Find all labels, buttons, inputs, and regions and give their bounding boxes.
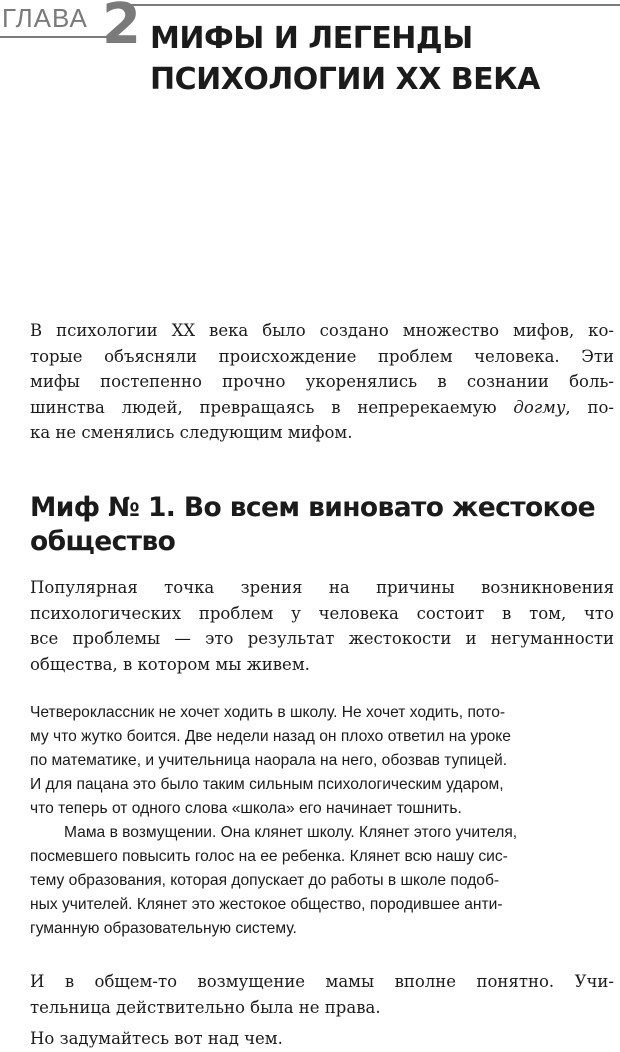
closing-line: тельница действительно была не права.	[30, 997, 381, 1017]
intro-text: , по-	[565, 397, 615, 417]
chapter-header	[0, 0, 620, 110]
section-heading	[30, 491, 614, 559]
intro-line: ка не сменялись следующим мифом.	[30, 423, 353, 442]
chapter-title-line-2: ПСИХОЛОГИИ ХХ ВЕКА	[150, 62, 540, 97]
closing-line: Но задумайтесь вот над чем.	[30, 1029, 283, 1048]
chapter-number: 2	[102, 0, 141, 57]
section-paragraph	[30, 575, 614, 677]
example-block	[30, 701, 614, 941]
example-line: ных учителей. Клянет это жестокое общество, породившее анти-	[30, 896, 503, 913]
intro-line	[30, 395, 614, 421]
paragraph-line: Популярная точка зрения на причины возникновения	[30, 578, 614, 597]
example-line: гуманную образовательную систему.	[30, 920, 297, 937]
chapter-title	[150, 18, 540, 100]
intro-line: торые объясняли происхождение проблем человека. Эти	[30, 346, 614, 366]
header-rule-top	[112, 4, 620, 6]
example-line: Четвероклассник не хочет ходить в школу. Не хочет ходить, пото-	[30, 704, 506, 721]
intro-paragraph	[30, 318, 614, 446]
chapter-label: ГЛАВА	[2, 3, 88, 33]
section-heading-line: общество	[30, 526, 176, 557]
example-line: по математике, и учительница наорала на него, обозвав тупицей.	[30, 752, 508, 769]
intro-text: шинства людей, превращаясь в непререкаемую	[30, 397, 514, 417]
example-line: му что жутко боится. Две недели назад он плохо ответил на уроке	[30, 728, 511, 745]
example-line: что теперь от одного слова «школа» его начинает тошнить.	[30, 800, 462, 817]
example-line: Мама в возмущении. Она клянет школу. Клянет этого учителя,	[64, 824, 518, 841]
example-line: посмевшего повысить голос на ее ребенка. Клянет всю нашу сис-	[30, 848, 508, 865]
header-rule-under	[0, 36, 110, 38]
closing-line: И в общем-то возмущение мамы вполне понятно. Учи-	[30, 972, 614, 991]
intro-emphasis: догму	[513, 397, 566, 417]
intro-line: В психологии XX века было создано множество мифов, ко-	[30, 321, 614, 340]
intro-line: мифы постепенно прочно укоренялись в сознании боль-	[30, 372, 614, 391]
closing-paragraph	[30, 969, 614, 1020]
example-line: И для пацана это было таким сильным психологическим ударом,	[30, 776, 504, 793]
closing-paragraph-2	[30, 1026, 614, 1052]
example-line: тему образования, которая допускает до работы в школе подоб-	[30, 872, 500, 889]
chapter-title-line-1: МИФЫ И ЛЕГЕНДЫ	[150, 21, 473, 56]
paragraph-line: все проблемы — это результат жестокости и негуманности	[30, 629, 614, 648]
section-heading-line: Миф № 1. Во всем виновато жестокое	[30, 492, 595, 523]
paragraph-line: психологических проблем у человека состоит в том, что	[30, 603, 614, 623]
paragraph-line: общества, в котором мы живем.	[30, 654, 310, 674]
